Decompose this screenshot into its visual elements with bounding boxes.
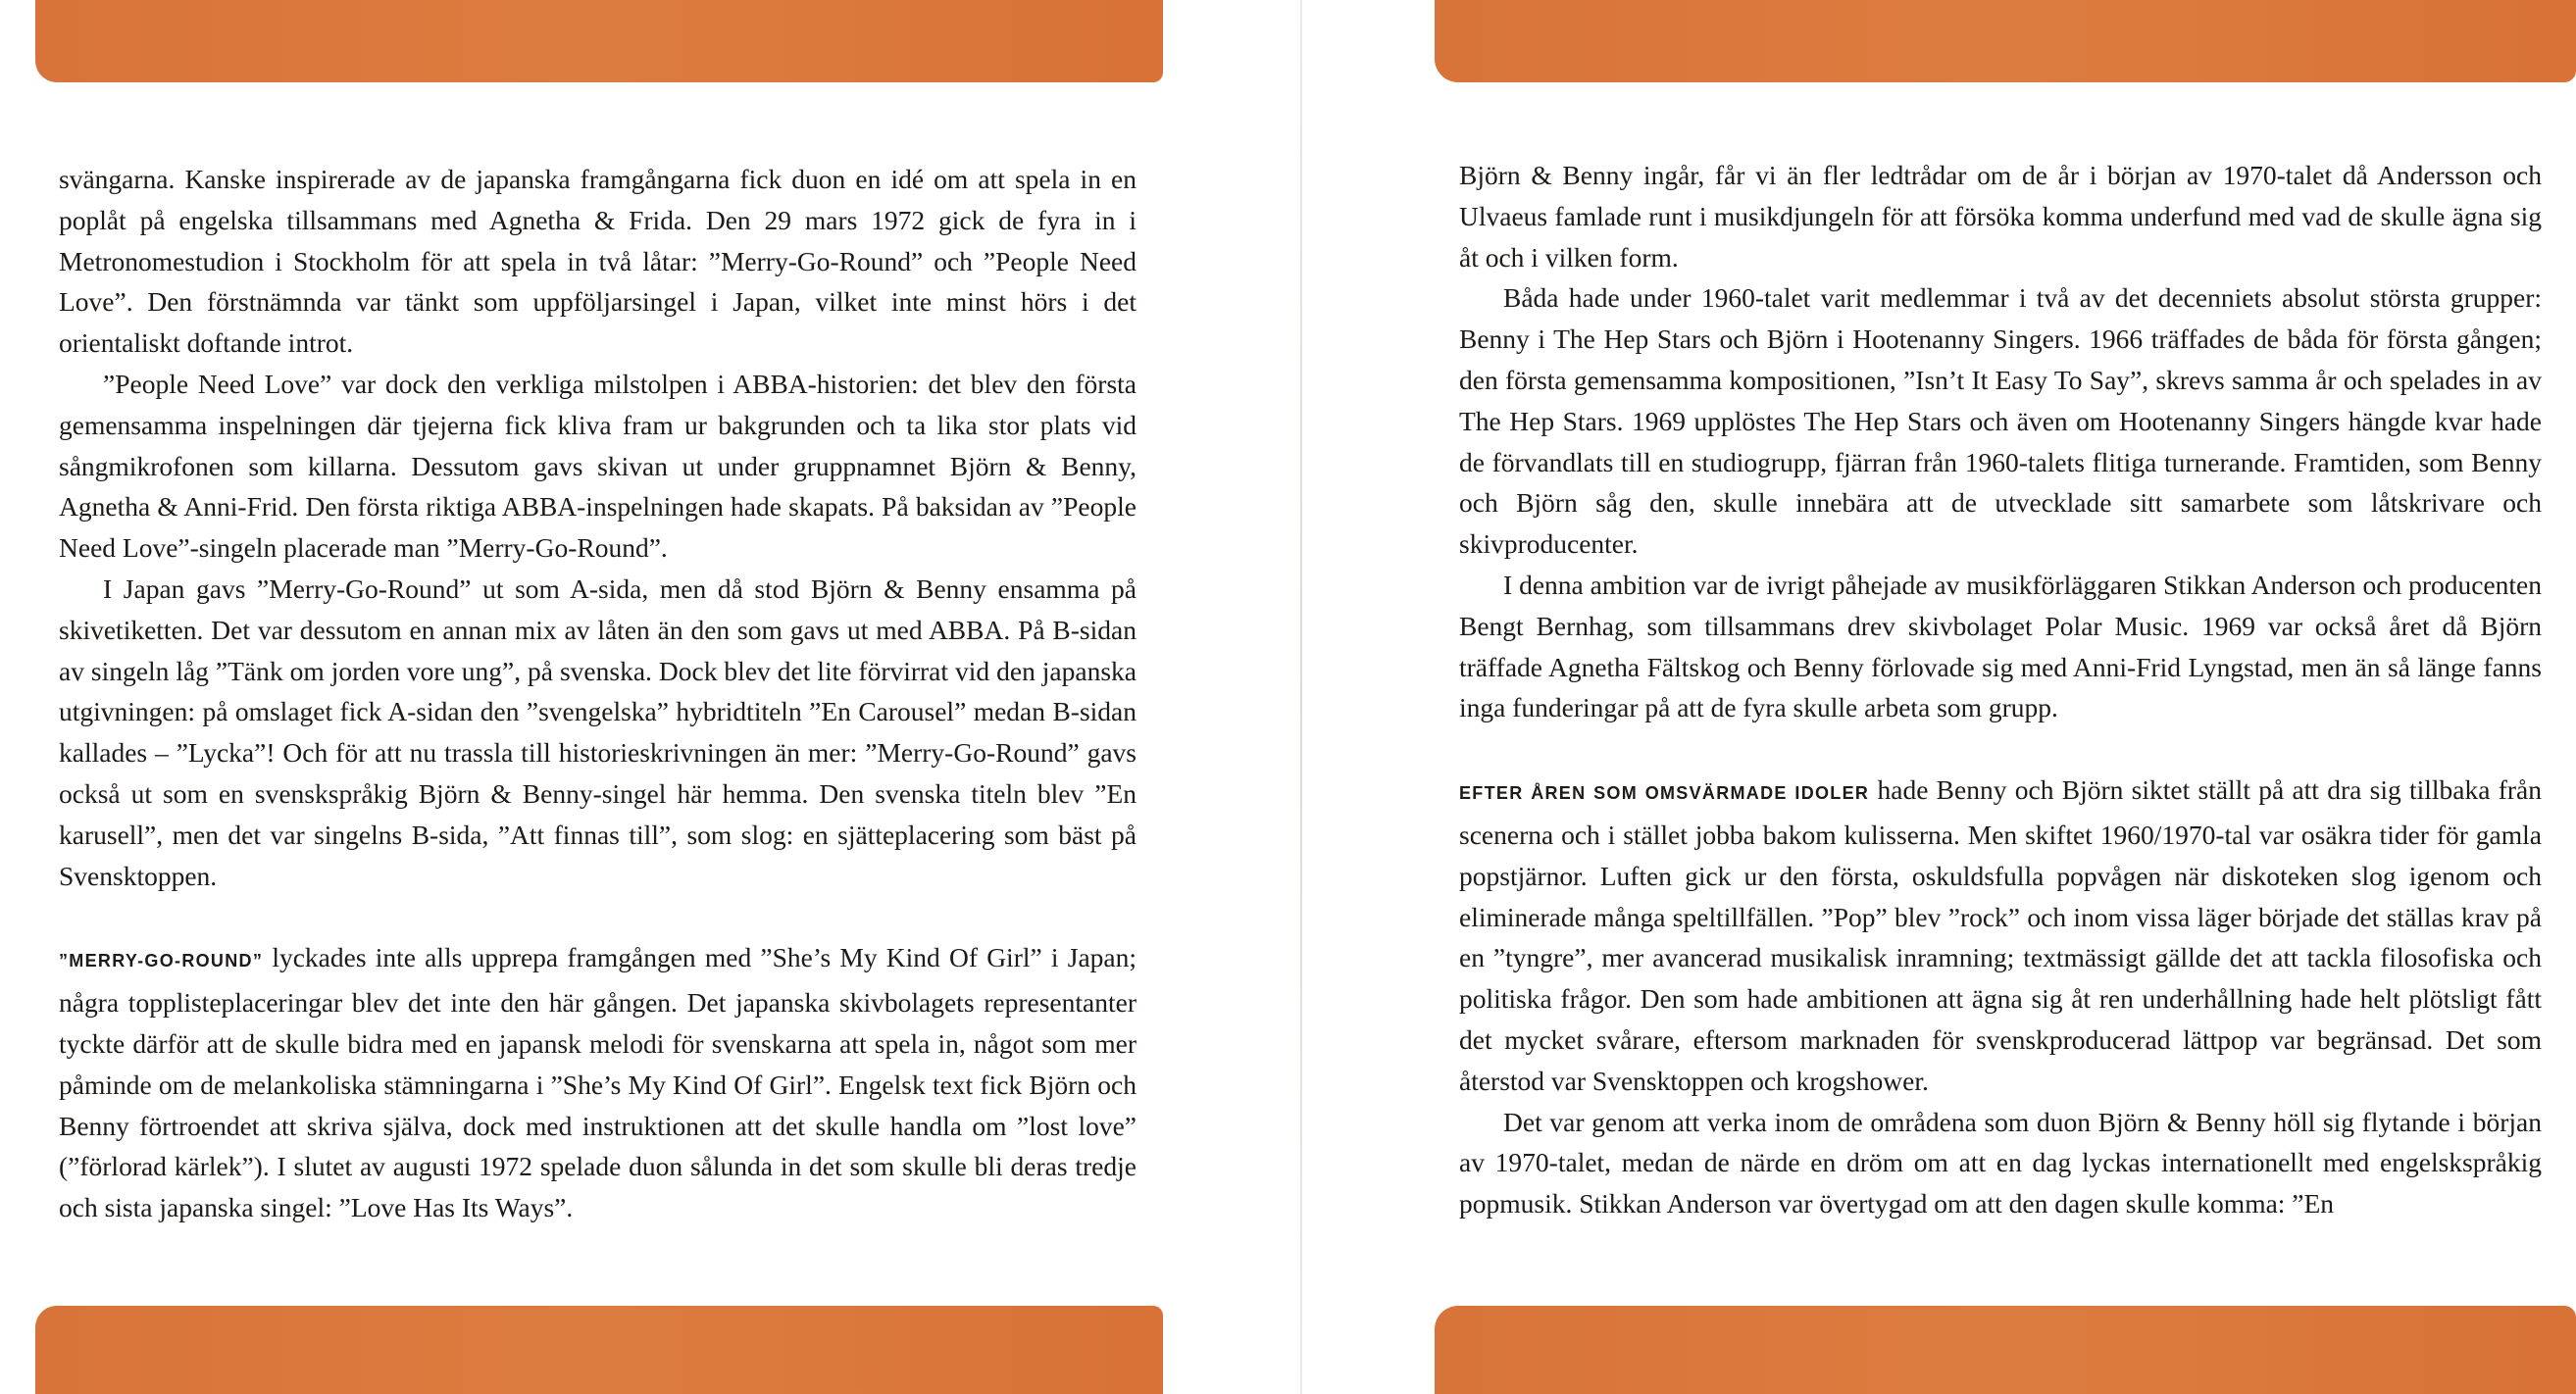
- paragraph-text: I Japan gavs ”Merry-Go-Round” ut som A-sida, men då stod Björn & Benny ensamma på skivetiketten. Det var dessutom en annan mix av låten än den som gavs ut med ABBA. På B-sidan av singeln låg ”Tänk om jorden vore ung”, på svenska. Dock blev det lite förvirrat vid den japanska utgivningen: på omslaget fick A-sidan den ”svengelska” hybridtiteln ”En Carousel” medan B-sidan kallades – ”Lycka”! Och för att nu trassla till historieskrivningen än mer: ”Merry-Go-Round” gavs också ut som en svenskspråkig Björn & Benny-singel här hemma. Den svenska titeln blev ”En karusell”, men det var singelns B-sida, ”Att finnas till”, som slog: en sjätteplacering som bäst på Svensktoppen.: [59, 573, 1136, 891]
- section-lead-in: ”MERRY-GO-ROUND”: [59, 951, 264, 971]
- paragraph-text: ”People Need Love” var dock den verkliga milstolpen i ABBA-historien: det blev den första gemensamma inspelningen där tjejerna fick kliva fram ur bakgrunden och ta lika stor plats vid sångmikrofonen som killarna. Dessutom gavs skivan ut under gruppnamnet Björn & Benny, Agnetha & Anni-Frid. Den första riktiga ABBA-inspelningen hade skapats. På baksidan av ”People Need Love”-singeln placerade man ”Merry-Go-Round”.: [59, 368, 1136, 564]
- page-gutter-fold: [1300, 0, 1302, 1394]
- paragraph: [59, 159, 1136, 364]
- paragraph: [1459, 565, 2542, 728]
- left-page-bottom-orange-bar: [35, 1306, 1163, 1394]
- paragraph-text: lyckades inte alls upprepa framgången med ”She’s My Kind Of Girl” i Japan; några topplisteplaceringar blev det inte den här gången. Det japanska skivbolagets representanter tyckte därför att de skulle bidra med en japansk melodi för svenskarna att spela in, något som mer påminde om de melankoliska stämningarna i ”She’s My Kind Of Girl”. Engelsk text fick Björn och Benny förtroendet att skriva själva, dock med instruktionen att det skulle handla om ”lost love” (”förlorad kärlek”). I slutet av augusti 1972 spelade duon sålunda in det som skulle bli deras tredje och sista japanska singel: ”Love Has Its Ways”.: [59, 942, 1136, 1223]
- section-paragraph: [1459, 770, 2542, 1101]
- left-page-text-column: [59, 159, 1136, 1228]
- section-paragraph: [59, 937, 1136, 1228]
- paragraph-text: Björn & Benny ingår, får vi än fler ledtrådar om de år i början av 1970-talet då Andersson och Ulvaeus famlade runt i musikdjungeln för att försöka komma underfund med vad de skulle ägna sig åt och i vilken form.: [1459, 160, 2542, 273]
- paragraph-text: Båda hade under 1960-talet varit medlemmar i två av det decenniets absolut största grupper: Benny i The Hep Stars och Björn i Hootenanny Singers. 1966 träffades de båda för första gången; den första gemensamma kompositionen, ”Isn’t It Easy To Say”, skrevs samma år och spelades in av The Hep Stars. 1969 upplöstes The Hep Stars och även om Hootenanny Singers hängde kvar hade de förvandlats till en studiogrupp, fjärran från 1960-talets flitiga turnerande. Framtiden, som Benny och Björn såg den, skulle innebära att de utvecklade sitt samarbete som låtskrivare och skivproducenter.: [1459, 282, 2542, 560]
- right-page-bottom-orange-bar: [1435, 1306, 2576, 1394]
- paragraph-text: Det var genom att verka inom de områdena som duon Björn & Benny höll sig flytande i början av 1970-talet, medan de närde en dröm om att en dag lyckas internationellt med engelskspråkig popmusik. Stikkan Anderson var övertygad om att den dagen skulle komma: ”En: [1459, 1106, 2542, 1220]
- paragraph: [1459, 1102, 2542, 1224]
- paragraph: [1459, 155, 2542, 277]
- paragraph-text: hade Benny och Björn siktet ställt på att dra sig tillbaka från scenerna och i stället jobba bakom kulisserna. Men skiftet 1960/1970-tal var osäkra tider för gamla popstjärnor. Luften gick ur den första, oskuldsfulla popvågen när diskoteken slog igenom och eliminerade många speltillfällen. ”Pop” blev ”rock” och inom vissa läger började det ställas krav på en ”tyngre”, mer avancerad musikalisk inramning; textmässigt gällde det att tackla filosofiska och politiska frågor. Den som hade ambitionen att ägna sig åt ren underhållning hade helt plötsligt fått det mycket svårare, eftersom marknaden för svenskproducerad lättpop var begränsad. Det som återstod var Svensktoppen och krogshower.: [1459, 774, 2542, 1096]
- paragraph: [1459, 277, 2542, 565]
- paragraph: [59, 364, 1136, 569]
- right-page-top-orange-bar: [1435, 0, 2576, 82]
- left-page-top-orange-bar: [35, 0, 1163, 82]
- section-lead-in: EFTER ÅREN SOM OMSVÄRMADE IDOLER: [1459, 783, 1870, 804]
- paragraph-text: I denna ambition var de ivrigt påhejade av musikförläggaren Stikkan Anderson och producenten Bengt Bernhag, som tillsammans drev skivbolaget Polar Music. 1969 var också året då Björn träffade Agnetha Fältskog och Benny förlovade sig med Anni-Frid Lyngstad, men än så länge fanns inga funderingar på att de fyra skulle arbeta som grupp.: [1459, 569, 2542, 723]
- paragraph: [59, 569, 1136, 896]
- paragraph-text: svängarna. Kanske inspirerade av de japanska framgångarna fick duon en idé om att spela in en poplåt på engelska tillsammans med Agnetha & Frida. Den 29 mars 1972 gick de fyra in i Metronomestudion i Stockholm för att spela in två låtar: ”Merry-Go-Round” och ”People Need Love”. Den förstnämnda var tänkt som uppföljarsingel i Japan, vilket inte minst hörs i det orientaliskt doftande introt.: [59, 164, 1136, 359]
- right-page-text-column: [1459, 155, 2542, 1224]
